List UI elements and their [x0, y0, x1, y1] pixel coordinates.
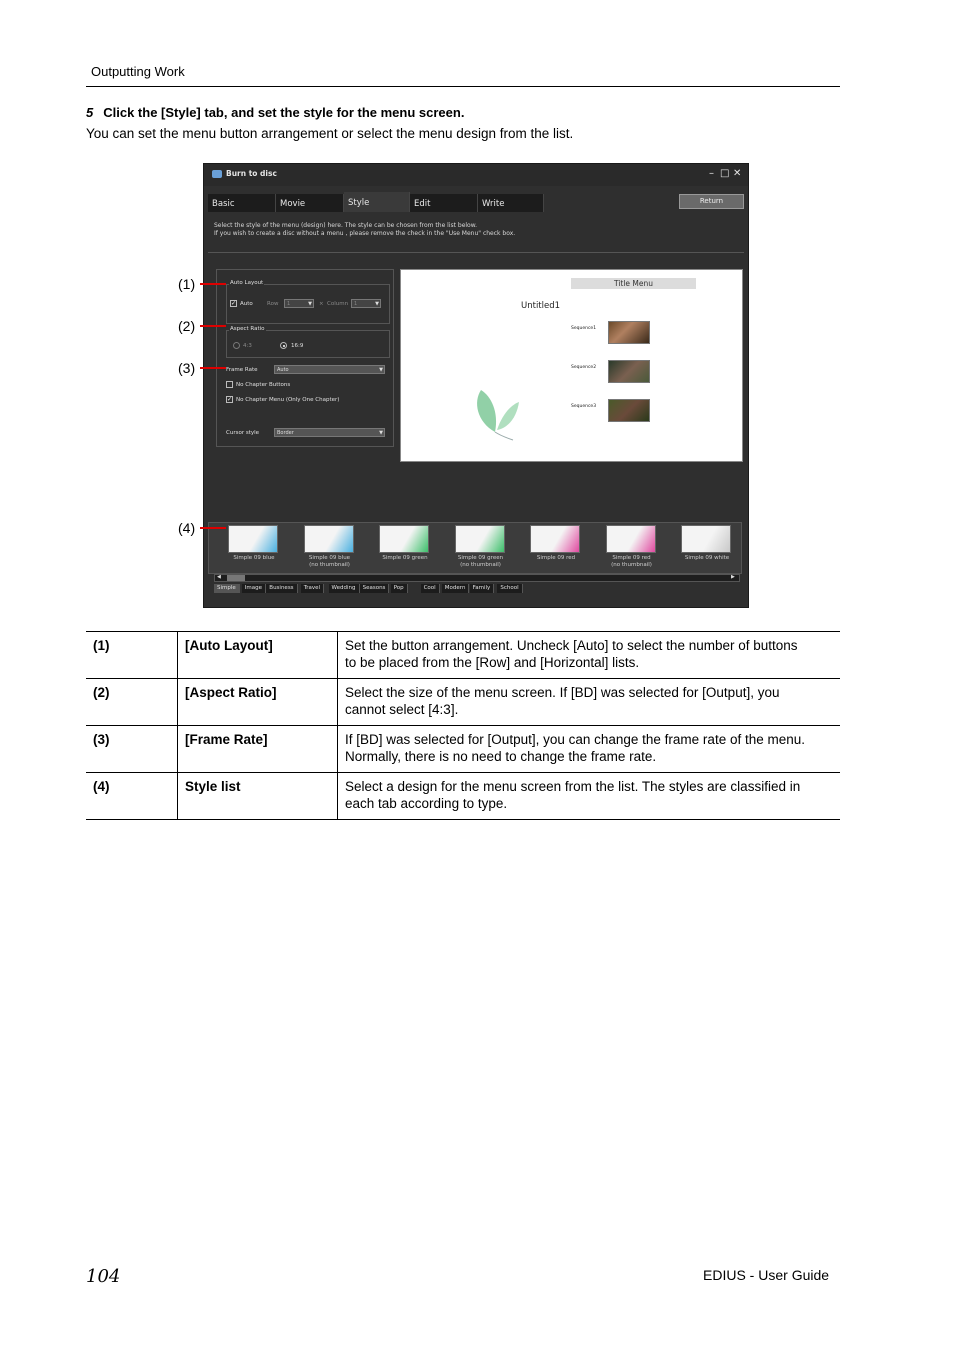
style-name-line: Simple 09 white — [684, 555, 730, 561]
disc-icon — [212, 170, 222, 178]
intro-paragraph: You can set the menu button arrangement or select the menu design from the list. — [86, 126, 574, 141]
style-name-line: (no thumbnail) — [460, 562, 501, 568]
callout-label: (2) — [178, 318, 196, 334]
footer-guide: User Guide — [758, 1267, 830, 1283]
category-tab-modern[interactable]: Modern — [442, 584, 470, 593]
preview-sequence-label: Sequence3 — [571, 404, 597, 409]
style-name — [455, 555, 507, 569]
description-line: Set the button arrangement. Uncheck [Auto] to select the number of buttons — [345, 638, 798, 653]
tab-edit[interactable]: Edit — [410, 194, 478, 212]
frame-rate-value: Auto — [277, 367, 289, 373]
style-thumbnail[interactable] — [606, 525, 656, 553]
style-name — [530, 555, 582, 562]
sequence-thumbnail — [608, 399, 650, 422]
table-row — [86, 679, 840, 726]
item-description — [338, 726, 841, 773]
style-name-line: Simple 09 green — [457, 555, 504, 561]
footer-separator: - — [745, 1267, 759, 1283]
item-number: (2) — [86, 679, 178, 726]
cursor-style-value: Border — [277, 430, 294, 436]
category-tab-business[interactable]: Business — [266, 584, 297, 593]
reference-table — [86, 631, 840, 820]
item-name: [Aspect Ratio] — [178, 679, 338, 726]
style-name — [304, 555, 356, 569]
sequence-thumbnail — [608, 321, 650, 344]
preview-menu-title: Title Menu — [571, 278, 696, 289]
style-thumbnail[interactable] — [455, 525, 505, 553]
divider — [208, 252, 744, 253]
preview-sequence-label: Sequence2 — [571, 365, 597, 370]
style-item[interactable] — [681, 525, 733, 562]
row-value: 1 — [287, 301, 291, 307]
scroll-right-icon[interactable]: ▶ — [731, 574, 735, 580]
style-name-line: Simple 09 blue — [308, 555, 351, 561]
aspect-ratio-group — [226, 326, 390, 358]
style-list-scrollbar[interactable] — [214, 574, 740, 582]
style-name — [379, 555, 431, 562]
return-button[interactable]: Return — [679, 194, 744, 209]
item-description — [338, 632, 841, 679]
frame-rate-label: Frame Rate — [226, 367, 258, 373]
style-thumbnail[interactable] — [228, 525, 278, 553]
item-name: [Auto Layout] — [178, 632, 338, 679]
category-tab-pop[interactable]: Pop — [391, 584, 408, 593]
menu-preview — [400, 269, 743, 462]
preview-sequence-label: Sequence1 — [571, 326, 597, 331]
auto-checkbox[interactable]: ✓ — [231, 300, 237, 307]
style-thumbnail[interactable] — [530, 525, 580, 553]
category-tab-travel[interactable]: Travel — [301, 584, 324, 593]
category-tab-seasons[interactable]: Seasons — [360, 584, 390, 593]
style-name — [606, 555, 658, 569]
frame-rate-select[interactable] — [274, 365, 385, 374]
step-heading — [86, 105, 464, 120]
aspect-4-3-radio[interactable] — [233, 342, 240, 349]
no-chapter-menu-checkbox[interactable]: ✓ — [227, 396, 233, 403]
scrollbar-thumb[interactable] — [227, 575, 245, 581]
description-line: each tab according to type. — [345, 796, 508, 811]
item-description — [338, 679, 841, 726]
callout-line — [200, 367, 226, 369]
row-label: Row — [267, 301, 279, 307]
description-line: If [BD] was selected for [Output], you can change the frame rate of the menu. — [345, 732, 805, 747]
description-line: Normally, there is no need to change the frame rate. — [345, 749, 657, 764]
item-number: (4) — [86, 773, 178, 820]
aspect-16-9-radio[interactable] — [280, 342, 287, 349]
sequence-thumbnail — [608, 360, 650, 383]
header-rule — [86, 86, 840, 87]
table-row — [86, 632, 840, 679]
item-name: [Frame Rate] — [178, 726, 338, 773]
style-name-line: Simple 09 blue — [233, 555, 275, 561]
style-description — [214, 222, 734, 238]
style-thumbnail[interactable] — [379, 525, 429, 553]
description-line: Select the style of the menu (design) here. The style can be chosen from the list below. — [214, 222, 477, 229]
window-title: Burn to disc — [226, 169, 277, 178]
auto-layout-group — [226, 280, 390, 324]
row-select[interactable] — [284, 299, 314, 308]
table-row — [86, 773, 840, 820]
style-item[interactable] — [606, 525, 658, 569]
minimize-icon[interactable]: – — [709, 168, 714, 179]
style-item[interactable] — [304, 525, 356, 569]
chevron-down-icon: ▼ — [375, 301, 379, 307]
running-header: Outputting Work — [91, 64, 185, 79]
tab-write[interactable]: Write — [478, 194, 544, 212]
style-name — [681, 555, 733, 562]
style-name-line: Simple 09 green — [382, 555, 428, 561]
style-name-line: (no thumbnail) — [309, 562, 350, 568]
column-value: 1 — [354, 301, 358, 307]
category-tab-family[interactable]: Family — [470, 584, 495, 593]
style-name — [228, 555, 280, 562]
chevron-down-icon: ▼ — [379, 367, 383, 373]
callout-line — [200, 325, 226, 327]
item-number: (3) — [86, 726, 178, 773]
style-item[interactable] — [228, 525, 280, 562]
style-item[interactable] — [379, 525, 431, 562]
times-label: × — [319, 301, 324, 307]
description-line: to be placed from the [Row] and [Horizontal] lists. — [345, 655, 640, 670]
style-name-line: Simple 09 red — [612, 555, 651, 561]
description-line: Select a design for the menu screen from the list. The styles are classified in — [345, 779, 801, 794]
close-icon[interactable]: ✕ — [733, 168, 742, 179]
category-tab-wedding[interactable]: Wedding — [329, 584, 360, 593]
page-number: 104 — [86, 1266, 121, 1287]
preview-disc-name: Untitled1 — [521, 301, 561, 311]
title-bar — [204, 164, 748, 186]
footer-product: EDIUS — [703, 1267, 746, 1283]
callout-line — [200, 283, 226, 285]
callout-label: (4) — [178, 520, 196, 536]
no-chapter-buttons-label: No Chapter Buttons — [236, 382, 291, 388]
description-line: cannot select [4:3]. — [345, 702, 459, 717]
chevron-down-icon: ▼ — [379, 430, 383, 436]
aspect-16-9-label: 16:9 — [291, 343, 304, 349]
table-row — [86, 726, 840, 773]
callout-line — [200, 527, 226, 529]
no-chapter-menu-label: No Chapter Menu (Only One Chapter) — [236, 397, 340, 403]
category-tab-cool[interactable]: Cool — [421, 584, 440, 593]
style-name-line: Simple 09 red — [536, 555, 576, 561]
item-name: Style list — [178, 773, 338, 820]
style-item[interactable] — [530, 525, 582, 562]
style-name-line: (no thumbnail) — [611, 562, 652, 568]
auto-layout-label: Auto Layout — [230, 280, 264, 286]
style-thumbnail[interactable] — [304, 525, 354, 553]
tab-basic[interactable]: Basic — [208, 194, 276, 212]
footer-title — [703, 1267, 829, 1283]
cursor-style-select[interactable] — [274, 428, 385, 437]
settings-panel — [216, 269, 394, 447]
description-line: Select the size of the menu screen. If [BD] was selected for [Output], you — [345, 685, 780, 700]
cursor-style-label: Cursor style — [226, 430, 260, 436]
description-line: If you wish to create a disc without a menu , please remove the check in the "Use Menu" check box. — [214, 230, 516, 237]
aspect-4-3-label: 4:3 — [243, 343, 252, 349]
tab-movie[interactable]: Movie — [276, 194, 344, 212]
maximize-icon[interactable]: □ — [720, 168, 730, 179]
aspect-ratio-label: Aspect Ratio — [230, 326, 265, 332]
category-tab-simple[interactable]: Simple — [214, 584, 240, 593]
column-label: Column — [327, 301, 349, 307]
scroll-left-icon[interactable]: ◀ — [217, 574, 221, 580]
column-select[interactable] — [351, 299, 381, 308]
item-description — [338, 773, 841, 820]
callout-label: (3) — [178, 360, 196, 376]
no-chapter-buttons-checkbox[interactable] — [226, 381, 233, 388]
tab-style[interactable]: Style — [344, 192, 410, 212]
category-tab-image[interactable]: Image — [242, 584, 266, 593]
auto-label: Auto — [240, 301, 253, 307]
burn-to-disc-screenshot — [203, 163, 749, 608]
callout-label: (1) — [178, 276, 196, 292]
style-item[interactable] — [455, 525, 507, 569]
step-text: Click the [Style] tab, and set the style for the menu screen. — [103, 105, 465, 120]
style-thumbnail[interactable] — [681, 525, 731, 553]
item-number: (1) — [86, 632, 178, 679]
step-number: 5 — [86, 105, 94, 120]
chevron-down-icon: ▼ — [308, 301, 312, 307]
leaf-decoration-icon — [467, 382, 523, 442]
category-tab-school[interactable]: School — [497, 584, 522, 593]
